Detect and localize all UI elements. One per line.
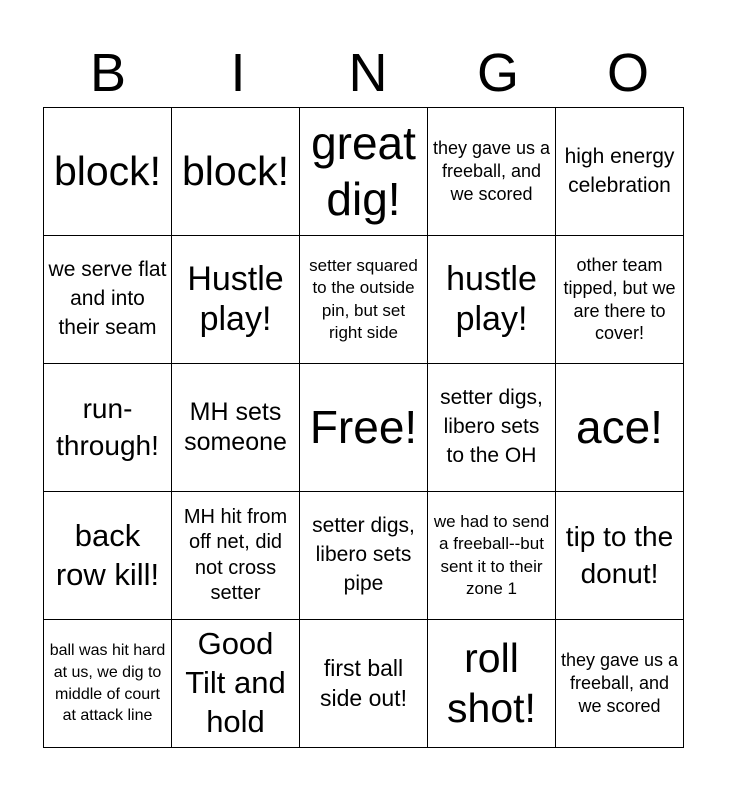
bingo-cell[interactable]: run-through! — [44, 364, 172, 492]
bingo-cell[interactable]: tip to the donut! — [556, 492, 684, 620]
header-letter-g: G — [476, 43, 519, 103]
bingo-cell[interactable]: Good Tilt and hold — [172, 620, 300, 748]
header-letter-b: B — [89, 43, 127, 103]
bingo-cell[interactable]: great dig! — [300, 108, 428, 236]
bingo-header — [43, 40, 693, 106]
board-row — [44, 620, 684, 748]
bingo-cell[interactable]: Hustle play! — [172, 236, 300, 364]
bingo-cell[interactable]: block! — [172, 108, 300, 236]
bingo-cell[interactable]: roll shot! — [428, 620, 556, 748]
board-row — [44, 492, 684, 620]
bingo-cell[interactable]: Free! — [300, 364, 428, 492]
bingo-cell[interactable]: they gave us a freeball, and we scored — [556, 620, 684, 748]
bingo-cell[interactable]: MH sets someone — [172, 364, 300, 492]
bingo-cell[interactable]: we had to send a freeball--but sent it to their zone 1 — [428, 492, 556, 620]
bingo-cell[interactable]: they gave us a freeball, and we scored — [428, 108, 556, 236]
bingo-cell[interactable]: block! — [44, 108, 172, 236]
board-row — [44, 364, 684, 492]
bingo-cell[interactable]: ball was hit hard at us, we dig to middle of court at attack line — [44, 620, 172, 748]
bingo-cell[interactable]: ace! — [556, 364, 684, 492]
bingo-cell[interactable]: setter digs, libero sets pipe — [300, 492, 428, 620]
bingo-cell[interactable]: hustle play! — [428, 236, 556, 364]
bingo-cell[interactable]: back row kill! — [44, 492, 172, 620]
header-letter-i: I — [230, 43, 246, 103]
bingo-cell[interactable]: first ball side out! — [300, 620, 428, 748]
bingo-cell[interactable]: setter digs, libero sets to the OH — [428, 364, 556, 492]
bingo-cell[interactable]: setter squared to the outside pin, but set right side — [300, 236, 428, 364]
board-row — [44, 108, 684, 236]
bingo-cell[interactable]: we serve flat and into their seam — [44, 236, 172, 364]
bingo-board — [43, 107, 684, 748]
board-row — [44, 236, 684, 364]
header-letter-n: N — [348, 43, 388, 103]
header-letter-o: O — [606, 43, 649, 103]
bingo-cell[interactable]: MH hit from off net, did not cross setter — [172, 492, 300, 620]
bingo-cell[interactable]: high energy celebration — [556, 108, 684, 236]
bingo-cell[interactable]: other team tipped, but we are there to cover! — [556, 236, 684, 364]
